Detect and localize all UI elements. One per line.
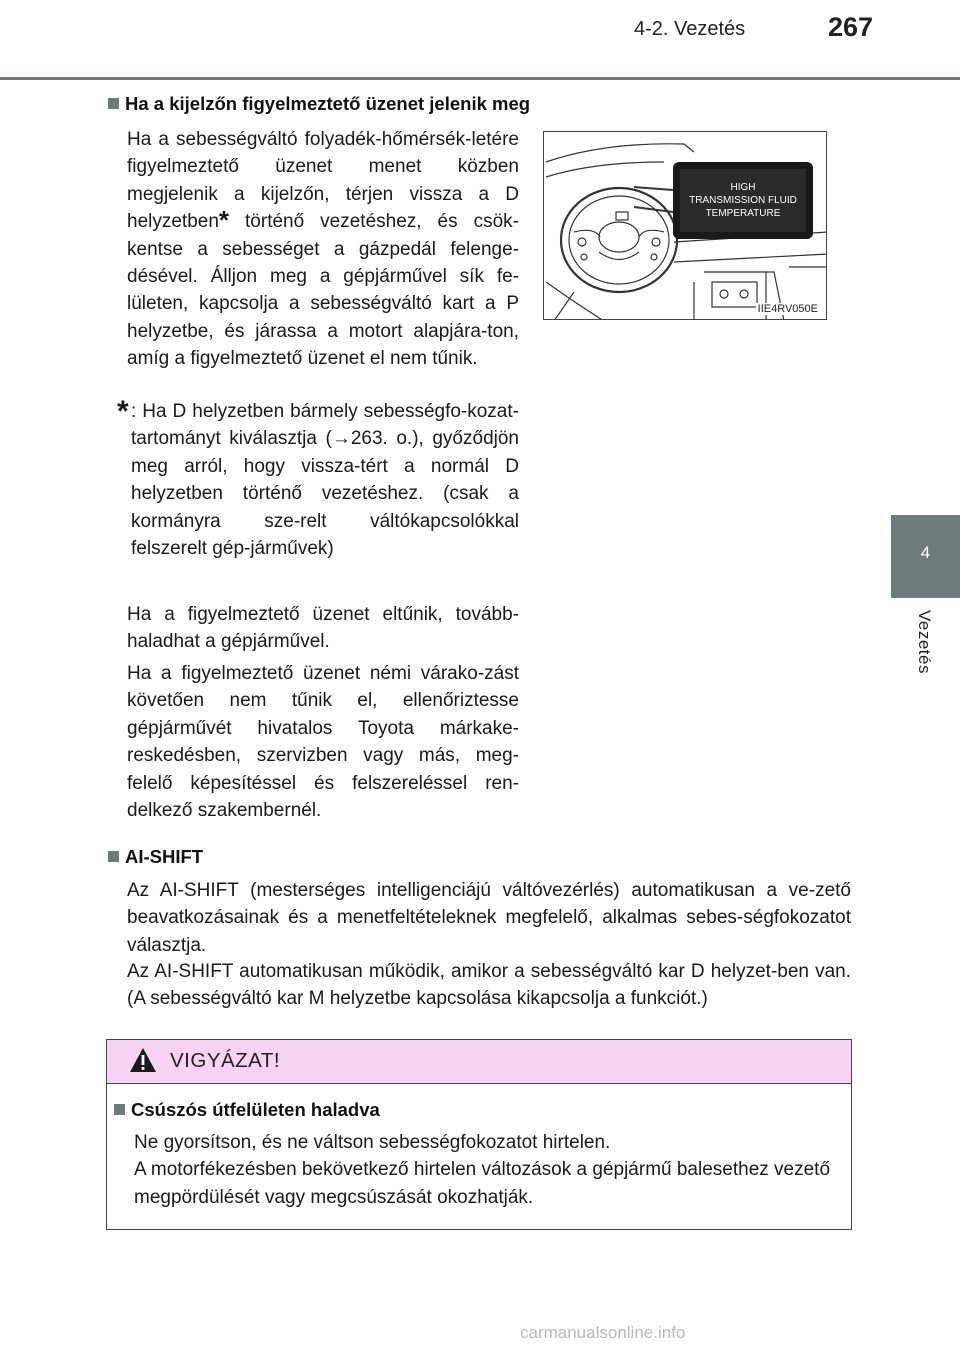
- section-title: 4-2. Vezetés: [634, 18, 746, 40]
- footnote: [117, 395, 519, 562]
- header-rule: [0, 77, 960, 80]
- paragraph-ai-shift-1: Az AI-SHIFT (mesterséges intelligenciájú váltóvezérlés) automatikusan a ve-zető beavatkozásainak és a menetfeltételeknek megfelelő, alkalmas sebes-ségfokozatot választja.: [127, 880, 851, 956]
- asterisk-mark: *: [218, 205, 230, 236]
- caution-subheading: [114, 1099, 380, 1121]
- footnote-text: : Ha D helyzetben bármely sebességfo-kozat-tartományt kiválasztja (→263. o.), győződjön meg arról, hogy vissza-tért a normál D helyzetben történő vezetéshez. (csak a kormányra sze-relt váltókapcsolókkal felszerelt gép-járművek): [131, 401, 519, 560]
- chapter-label: Vezetés: [915, 610, 934, 674]
- bullet-square-icon: [108, 98, 119, 109]
- heading-text: Ha a kijelzőn figyelmeztető üzenet jelenik meg: [125, 93, 531, 114]
- paragraph-fluid-temp: [127, 126, 519, 373]
- figure-code: IIE4RV050E: [757, 303, 818, 315]
- footnote-asterisk: *: [117, 395, 129, 428]
- message-screen: [680, 169, 806, 232]
- paragraph-message-remains: Ha a figyelmeztető üzenet némi várako-zást követően nem tűnik el, ellenőriztesse gépjárművét hivatalos Toyota márkake-reskedésben, szervizben vagy más, meg-felelő képesítéssel és felszereléssel ren-delkező szakembernél.: [127, 663, 519, 822]
- message-line-3: TEMPERATURE: [705, 208, 781, 219]
- message-line-2: TRANSMISSION FLUID: [689, 195, 797, 206]
- para-text-b: történő vezetéshez, és csök-kentse a sebességet a gázpedál felenge-désével. Álljon meg a gépjárművel sík fe-lületen, kapcsolja a sebességváltó kart a P helyzetbe, és járassa a motort alapjára-ton, amíg a figyelmeztető üzenet el nem tűnik.: [127, 211, 519, 370]
- watermark: carmanualsonline.info: [520, 1323, 686, 1342]
- chapter-tab: 4: [891, 515, 960, 598]
- dashboard-illustration: [543, 131, 827, 320]
- page-number: 267: [828, 12, 874, 42]
- subheading-text: Csúszós útfelületen haladva: [131, 1099, 380, 1120]
- bullet-square-icon: [108, 851, 119, 862]
- caution-header: [107, 1040, 851, 1084]
- warning-message-display: [673, 162, 813, 239]
- caution-box: [106, 1039, 852, 1230]
- section-heading-ai-shift: [108, 846, 203, 868]
- caution-line-2: A motorfékezésben bekövetkező hirtelen változások a gépjármű balesethez vezető megpördülését vagy megcsúszását okozhatják.: [134, 1159, 831, 1208]
- caution-title: VIGYÁZAT!: [170, 1049, 281, 1072]
- para-text-a: Ha a sebességváltó folyadék-hőmérsék-letére figyelmeztető üzenet menet közben megjelenik a kijelzőn, térjen vissza a D helyzetben: [127, 129, 519, 233]
- paragraph-ai-shift-2: Az AI-SHIFT automatikusan működik, amikor a sebességváltó kar D helyzet-ben van. (A sebességváltó kar M helyzetbe kapcsolása kikapcsolja a funkciót.): [127, 961, 851, 1010]
- caution-text: [134, 1129, 846, 1211]
- warning-triangle-icon: [129, 1047, 157, 1073]
- section-heading-warning-message: [108, 93, 530, 115]
- heading-text: AI-SHIFT: [125, 846, 204, 867]
- caution-line-1: Ne gyorsítson, és ne váltson sebességfokozatot hirtelen.: [134, 1132, 611, 1153]
- paragraph-message-gone: Ha a figyelmeztető üzenet eltűnik, tovább-haladhat a gépjárművel.: [127, 604, 519, 653]
- bullet-square-icon: [114, 1104, 125, 1115]
- message-line-1: HIGH: [730, 182, 756, 193]
